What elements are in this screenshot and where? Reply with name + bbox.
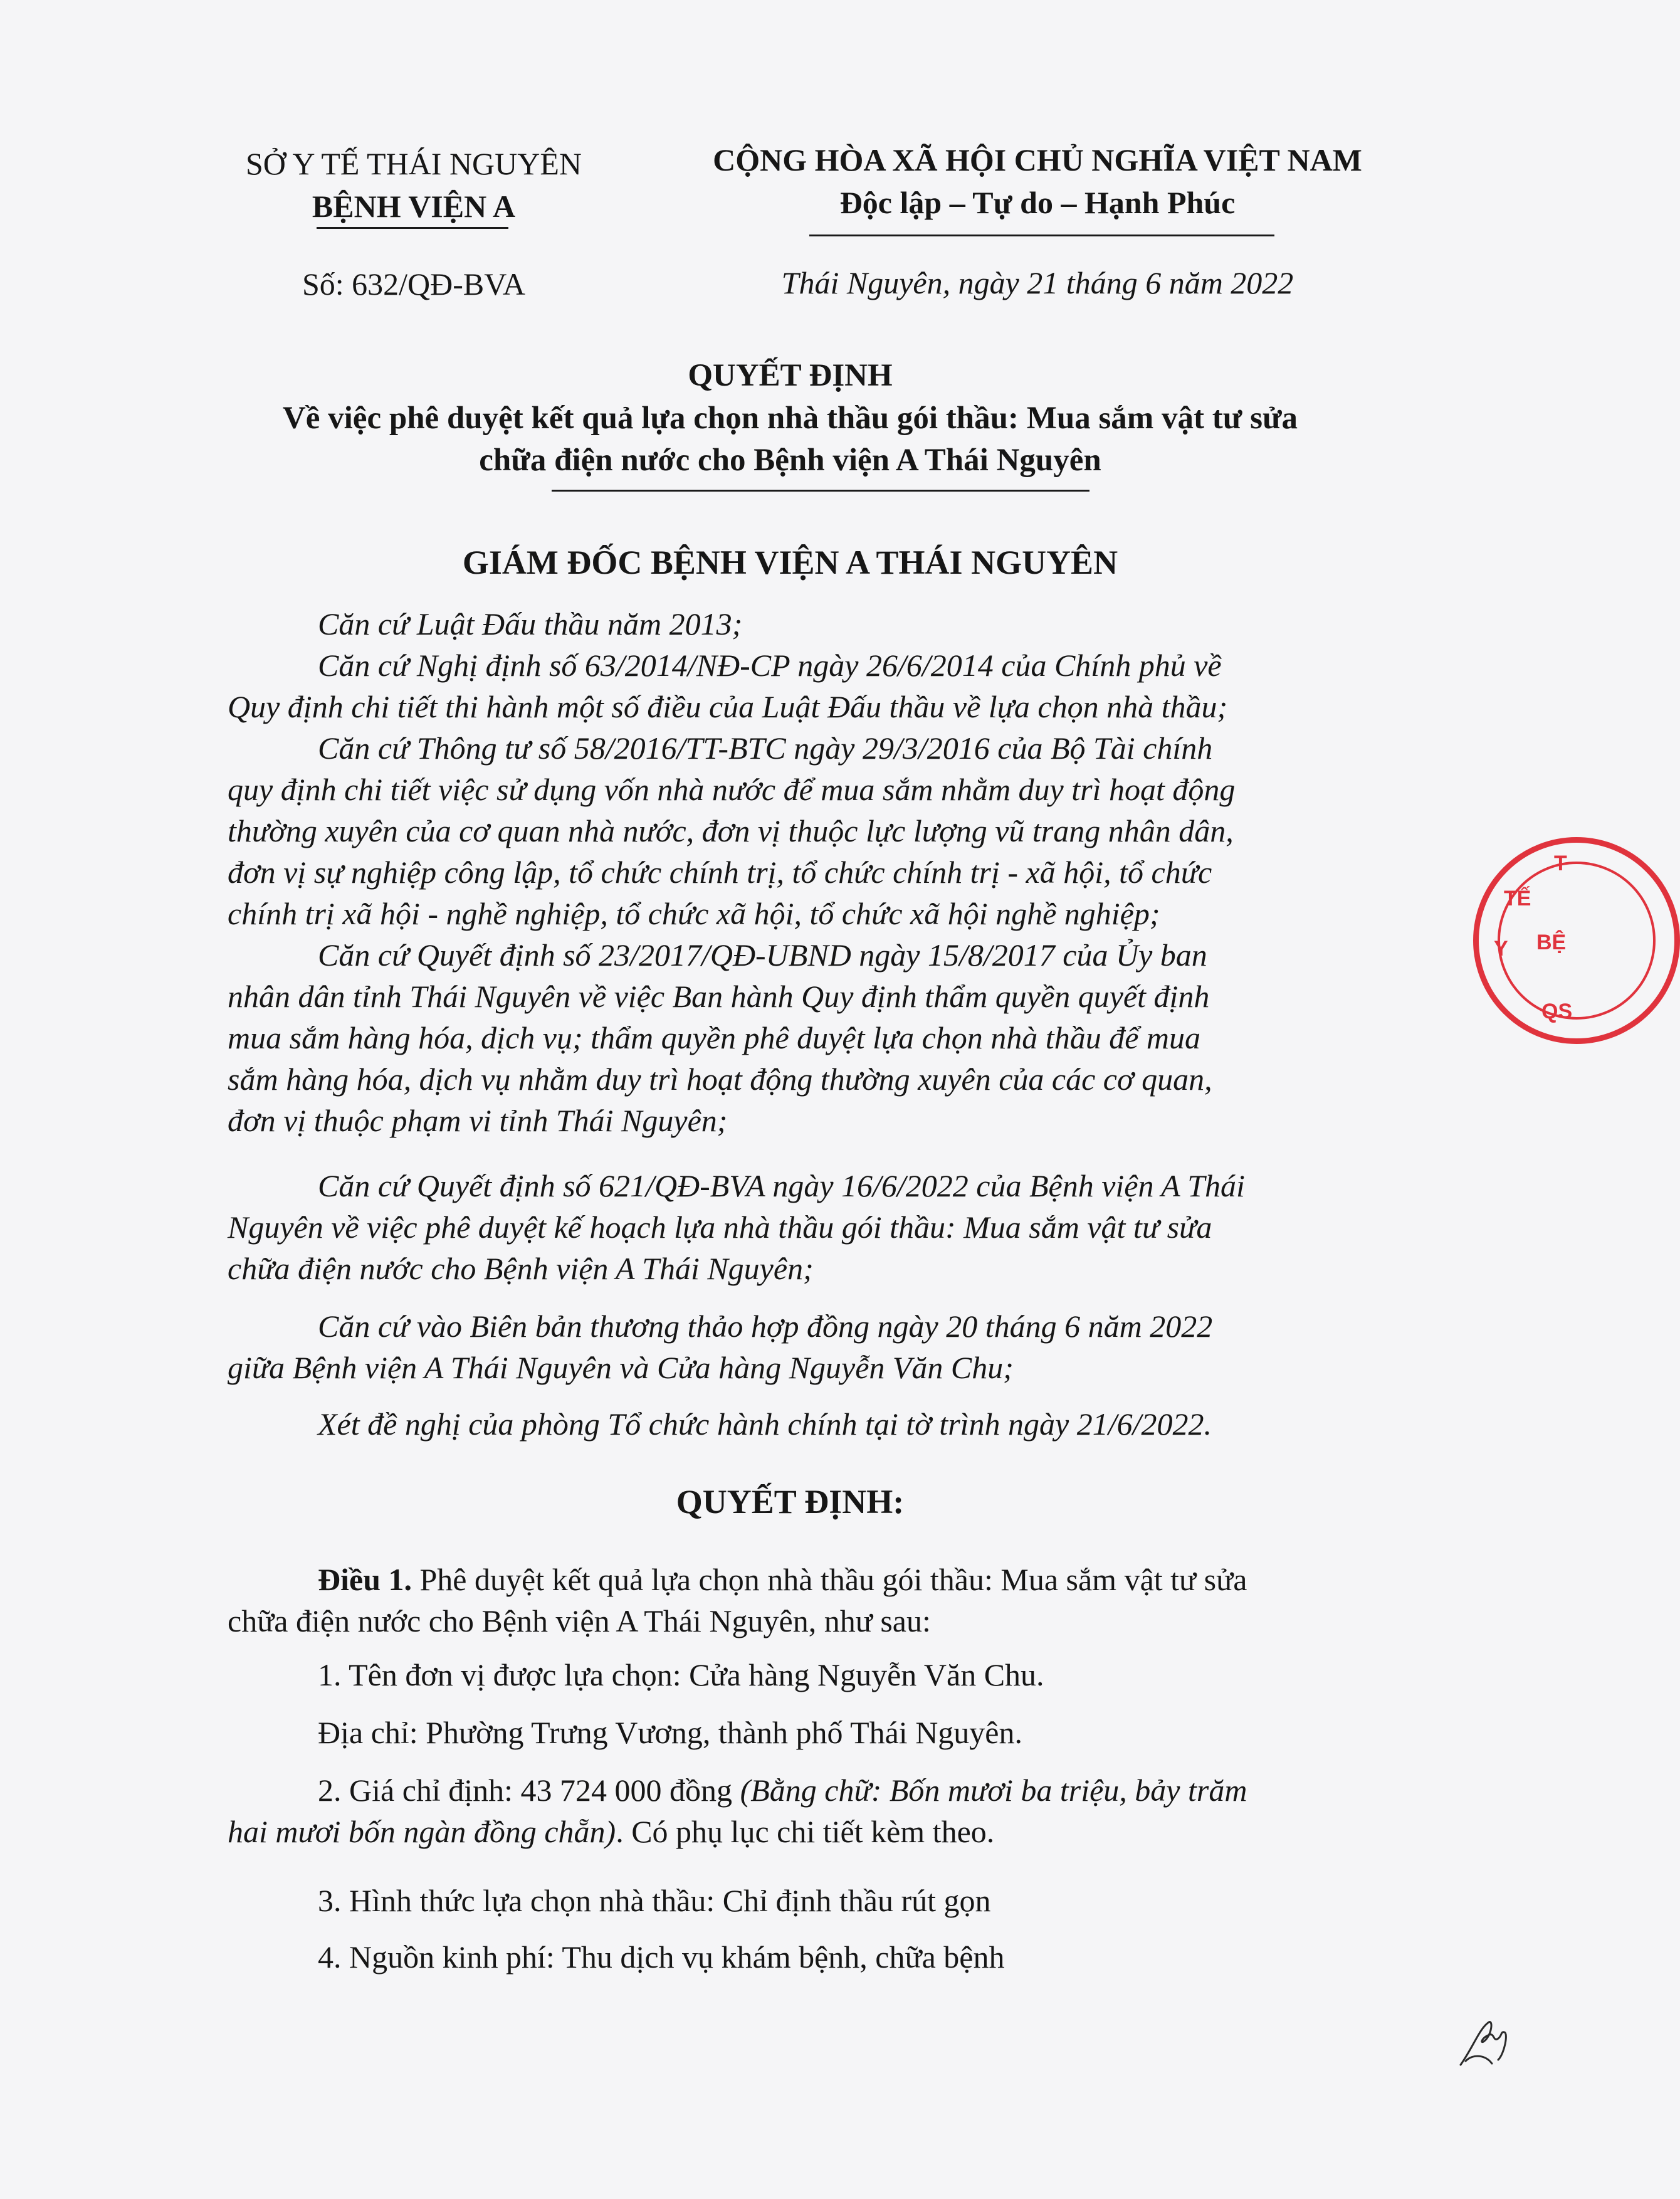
basis-line: Căn cứ Thông tư số 58/2016/TT-BTC ngày 29/3/2016 của Bộ Tài chính [318, 730, 1213, 766]
agency-name: SỞ Y TẾ THÁI NGUYÊN [245, 146, 582, 181]
item-1-text: 1. Tên đơn vị được lựa chọn: Cửa hàng Nguyễn Văn Chu. [318, 1657, 1044, 1692]
legal-basis-6 [228, 1305, 1353, 1388]
article-1-label: Điều 1. [318, 1562, 412, 1597]
basis-line: Căn cứ Quyết định số 23/2017/QĐ-UBND ngày 15/8/2017 của Ủy ban [318, 937, 1207, 973]
issuing-authority: GIÁM ĐỐC BỆNH VIỆN A THÁI NGUYÊN [462, 544, 1118, 581]
basis-line: đơn vị thuộc phạm vi tỉnh Thái Nguyên; [228, 1103, 728, 1138]
article-1-text: Phê duyệt kết quả lựa chọn nhà thầu gói thầu: Mua sắm vật tư sửa [412, 1562, 1247, 1597]
item-2-suffix: . Có phụ lục chi tiết kèm theo. [616, 1814, 995, 1849]
unit-underline [317, 227, 508, 229]
item-2-words-1: (Bằng chữ: Bốn mươi ba triệu, bảy trăm [740, 1773, 1247, 1808]
subject-underline [552, 490, 1089, 492]
basis-line: mua sắm hàng hóa, dịch vụ; thẩm quyền phê duyệt lựa chọn nhà thầu để mua [228, 1020, 1201, 1055]
decision-subject-line-2: chữa điện nước cho Bệnh viện A Thái Nguyên [479, 443, 1101, 478]
legal-basis-4 [228, 934, 1353, 1141]
motto-underline [809, 235, 1274, 236]
item-2-line-2 [228, 1811, 1353, 1852]
legal-basis-3 [228, 727, 1353, 934]
article-1 [228, 1559, 1353, 1642]
stamp-letter: T [1554, 852, 1567, 875]
article-1-address [228, 1712, 1353, 1753]
official-stamp [1473, 837, 1680, 1044]
article-1-item-2 [228, 1769, 1353, 1852]
basis-line: đơn vị sự nghiệp công lập, tổ chức chính trị, tổ chức chính trị - xã hội, tổ chức [228, 855, 1212, 890]
basis-line: nhân dân tỉnh Thái Nguyên về việc Ban hành Quy định thẩm quyền quyết định [228, 979, 1210, 1014]
legal-basis-7 [228, 1403, 1353, 1445]
item-4-text: 4. Nguồn kinh phí: Thu dịch vụ khám bệnh, chữa bệnh [318, 1939, 1005, 1975]
document-number: Số: 632/QĐ-BVA [302, 266, 526, 302]
item-2-price: 2. Giá chỉ định: 43 724 000 đồng [318, 1773, 740, 1808]
stamp-letter: BỆ [1536, 931, 1567, 954]
country-name: CỘNG HÒA XÃ HỘI CHỦ NGHĨA VIỆT NAM [713, 142, 1362, 177]
basis-line: Căn cứ Quyết định số 621/QĐ-BVA ngày 16/6/2022 của Bệnh viện A Thái [318, 1168, 1245, 1203]
item-2-words-2: hai mươi bốn ngàn đồng chẵn) [228, 1814, 616, 1849]
basis-line: Xét đề nghị của phòng Tổ chức hành chính tại tờ trình ngày 21/6/2022. [318, 1406, 1212, 1442]
unit-name: BỆNH VIỆN A [312, 189, 516, 224]
article-1-item-3 [228, 1880, 1353, 1921]
legal-basis-5 [228, 1165, 1353, 1289]
basis-line: Nguyên về việc phê duyệt kế hoạch lựa nhà thầu gói thầu: Mua sắm vật tư sửa [228, 1210, 1212, 1245]
article-1-item-1 [228, 1654, 1353, 1695]
legal-basis-2 [228, 645, 1353, 727]
national-motto: Độc lập – Tự do – Hạnh Phúc [839, 185, 1236, 220]
initials-signature [1454, 2010, 1517, 2072]
basis-line: chữa điện nước cho Bệnh viện A Thái Nguyên; [228, 1251, 814, 1286]
basis-line: quy định chi tiết việc sử dụng vốn nhà nước để mua sắm nhằm duy trì hoạt động [228, 772, 1236, 807]
basis-line: Căn cứ Nghị định số 63/2014/NĐ-CP ngày 26/6/2014 của Chính phủ về [318, 648, 1222, 683]
article-1-line-2: chữa điện nước cho Bệnh viện A Thái Nguyên, như sau: [228, 1603, 931, 1638]
basis-line: Căn cứ vào Biên bản thương thảo hợp đồng ngày 20 tháng 6 năm 2022 [318, 1309, 1213, 1344]
legal-basis-1 [228, 603, 1353, 645]
article-1-item-4 [228, 1936, 1353, 1978]
basis-line: giữa Bệnh viện A Thái Nguyên và Cửa hàng Nguyễn Văn Chu; [228, 1350, 1014, 1385]
stamp-letter: TẾ [1504, 887, 1531, 910]
decision-title: QUYẾT ĐỊNH [688, 358, 893, 393]
decision-heading: QUYẾT ĐỊNH: [676, 1483, 905, 1521]
place-date: Thái Nguyên, ngày 21 tháng 6 năm 2022 [781, 265, 1294, 300]
article-1-line-1 [228, 1559, 1353, 1600]
basis-line: thường xuyên của cơ quan nhà nước, đơn vị thuộc lực lượng vũ trang nhân dân, [228, 813, 1234, 848]
basis-line: Quy định chi tiết thi hành một số điều của Luật Đấu thầu về lựa chọn nhà thầu; [228, 689, 1228, 724]
basis-line: Căn cứ Luật Đấu thầu năm 2013; [318, 606, 743, 641]
decision-subject-line-1: Về việc phê duyệt kết quả lựa chọn nhà thầu gói thầu: Mua sắm vật tư sửa [282, 401, 1298, 436]
stamp-letter: QS [1541, 999, 1573, 1023]
basis-line: sắm hàng hóa, dịch vụ nhằm duy trì hoạt động thường xuyên của các cơ quan, [228, 1062, 1212, 1097]
address-text: Địa chỉ: Phường Trưng Vương, thành phố Thái Nguyên. [318, 1715, 1022, 1750]
stamp-inner-ring [1498, 862, 1656, 1020]
basis-line: chính trị xã hội - nghề nghiệp, tổ chức xã hội, tổ chức xã hội nghề nghiệp; [228, 896, 1160, 931]
item-3-text: 3. Hình thức lựa chọn nhà thầu: Chỉ định thầu rút gọn [318, 1883, 991, 1918]
item-2-line-1 [228, 1769, 1353, 1811]
stamp-letter: Y [1494, 937, 1508, 961]
